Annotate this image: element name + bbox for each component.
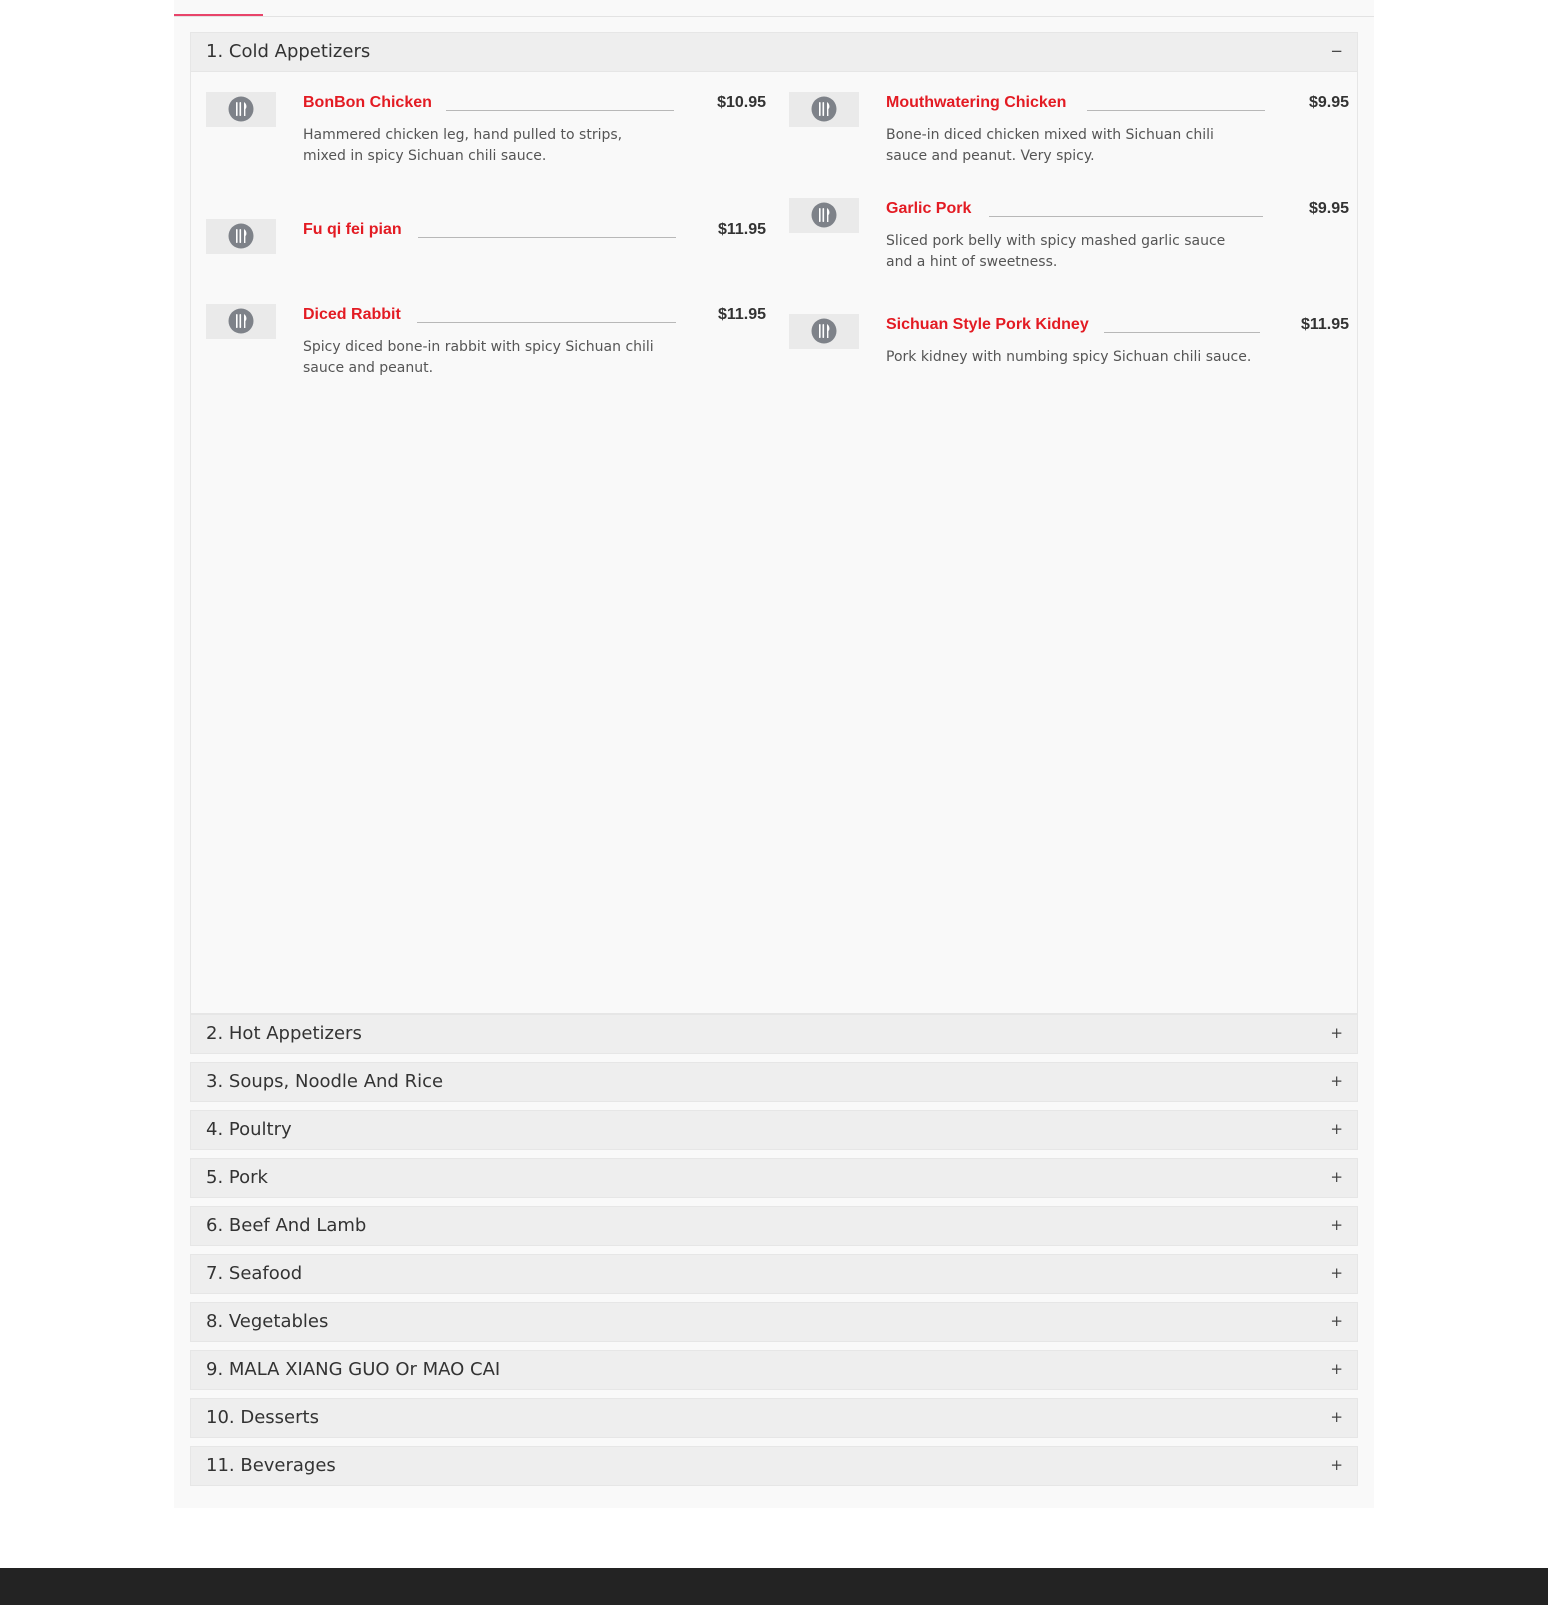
section-title: 2. Hot Appetizers	[206, 1023, 362, 1044]
menu-item[interactable]	[789, 314, 1349, 374]
expand-icon[interactable]: +	[1330, 1216, 1343, 1234]
collapse-icon[interactable]: −	[1330, 42, 1343, 60]
section-title: 11. Beverages	[206, 1455, 336, 1476]
item-image-placeholder	[789, 92, 859, 127]
item-description: Hammered chicken leg, hand pulled to strips, mixed in spicy Sichuan chili sauce.	[303, 127, 623, 164]
leader-line	[1104, 332, 1260, 333]
section-title: 3. Soups, Noodle And Rice	[206, 1071, 444, 1092]
leader-line	[417, 322, 676, 323]
expand-icon[interactable]: +	[1330, 1360, 1343, 1378]
expand-icon[interactable]: +	[1330, 1024, 1343, 1042]
item-price: $9.95	[1308, 200, 1349, 217]
fork-knife-icon	[811, 202, 837, 228]
menu-item[interactable]	[206, 92, 766, 182]
expand-icon[interactable]: +	[1330, 1312, 1343, 1330]
section-title: 4. Poultry	[206, 1119, 292, 1140]
section-title: 5. Pork	[206, 1167, 268, 1188]
item-name: BonBon Chicken	[303, 94, 432, 111]
expand-icon[interactable]: +	[1330, 1168, 1343, 1186]
item-price: $11.95	[1300, 316, 1349, 333]
footer-bar	[0, 1568, 1548, 1605]
expand-icon[interactable]: +	[1330, 1456, 1343, 1474]
expand-icon[interactable]: +	[1330, 1072, 1343, 1090]
menu-item[interactable]	[206, 219, 766, 259]
item-price: $9.95	[1308, 94, 1349, 111]
item-description: Sliced pork belly with spicy mashed garlic sauce and a hint of sweetness.	[886, 233, 1226, 270]
section-header-poultry[interactable]	[190, 1110, 1358, 1150]
menu-item[interactable]	[206, 304, 766, 394]
expand-icon[interactable]: +	[1330, 1120, 1343, 1138]
fork-knife-icon	[811, 96, 837, 122]
item-price: $10.95	[717, 94, 766, 111]
item-image-placeholder	[789, 314, 859, 349]
section-header-hot-appetizers[interactable]	[190, 1014, 1358, 1054]
section-header-soups-noodle-rice[interactable]	[190, 1062, 1358, 1102]
section-title: 10. Desserts	[206, 1407, 319, 1428]
item-description: Bone-in diced chicken mixed with Sichuan chili sauce and peanut. Very spicy.	[886, 127, 1214, 164]
item-name: Garlic Pork	[886, 200, 972, 217]
menu-item[interactable]	[789, 198, 1349, 288]
menu-panel	[174, 0, 1374, 1508]
leader-line	[446, 110, 674, 111]
fork-knife-icon	[228, 96, 254, 122]
leader-line	[989, 216, 1263, 217]
section-header-seafood[interactable]	[190, 1254, 1358, 1294]
section-header-beverages[interactable]	[190, 1446, 1358, 1486]
leader-line	[418, 237, 676, 238]
section-header-cold-appetizers[interactable]	[190, 32, 1358, 72]
fork-knife-icon	[228, 308, 254, 334]
item-image-placeholder	[789, 198, 859, 233]
item-description: Spicy diced bone-in rabbit with spicy Sichuan chili sauce and peanut.	[303, 339, 654, 376]
fork-knife-icon	[228, 223, 254, 249]
section-title: 9. MALA XIANG GUO Or MAO CAI	[206, 1359, 501, 1380]
section-title: 7. Seafood	[206, 1263, 303, 1284]
menu-item[interactable]	[789, 92, 1349, 182]
item-image-placeholder	[206, 219, 276, 254]
fork-knife-icon	[811, 318, 837, 344]
section-header-mala-xiang-guo[interactable]	[190, 1350, 1358, 1390]
tab-strip	[174, 0, 1374, 17]
expand-icon[interactable]: +	[1330, 1408, 1343, 1426]
item-image-placeholder	[206, 304, 276, 339]
section-header-desserts[interactable]	[190, 1398, 1358, 1438]
expand-icon[interactable]: +	[1330, 1264, 1343, 1282]
leader-line	[1087, 110, 1265, 111]
section-title: 8. Vegetables	[206, 1311, 329, 1332]
active-tab-indicator[interactable]	[174, 14, 263, 16]
item-name: Mouthwatering Chicken	[886, 94, 1067, 111]
item-name: Sichuan Style Pork Kidney	[886, 316, 1089, 333]
item-description: Pork kidney with numbing spicy Sichuan chili sauce.	[886, 349, 1252, 365]
item-name: Diced Rabbit	[303, 306, 401, 323]
section-header-pork[interactable]	[190, 1158, 1358, 1198]
section-body-cold-appetizers	[190, 72, 1358, 1014]
item-price: $11.95	[717, 221, 766, 238]
section-header-beef-and-lamb[interactable]	[190, 1206, 1358, 1246]
item-price: $11.95	[717, 306, 766, 323]
item-image-placeholder	[206, 92, 276, 127]
section-title: 6. Beef And Lamb	[206, 1215, 367, 1236]
section-title: 1. Cold Appetizers	[206, 41, 371, 62]
item-name: Fu qi fei pian	[303, 221, 402, 238]
section-header-vegetables[interactable]	[190, 1302, 1358, 1342]
